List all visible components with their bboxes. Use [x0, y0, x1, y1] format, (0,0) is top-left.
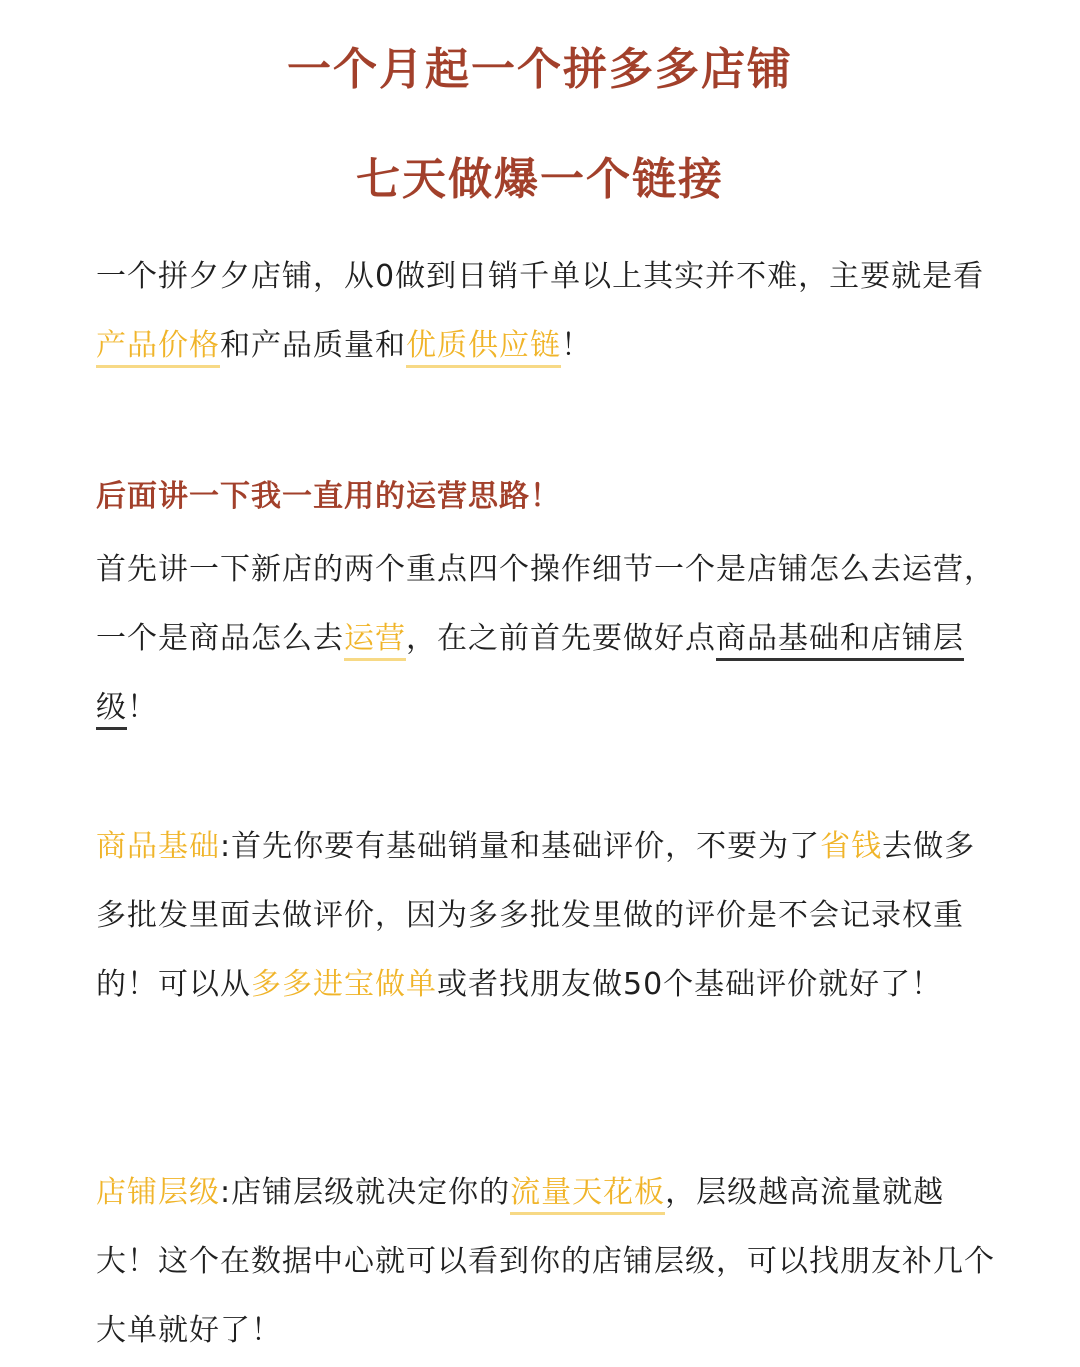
overview-text-3: ！ — [127, 690, 158, 725]
title-line-2: 七天做爆一个链接 — [356, 154, 724, 205]
intro-text-3: ！ — [561, 328, 592, 363]
intro-paragraph — [96, 242, 996, 380]
overview-text-1: 首先讲一下新店的两个重点四个操作细节一个是店铺怎么去运营，一个是商品怎么去 — [96, 552, 995, 656]
store-level-paragraph — [96, 1158, 996, 1365]
product-basis-text-3: 或者找朋友做50个基础评价就好了！ — [437, 967, 943, 1002]
underline-product-basis-store-level: 商品基础和店铺层级 — [96, 621, 964, 730]
intro-text-1: 一个拼夕夕店铺，从0做到日销千单以上其实并不难，主要就是看 — [96, 259, 985, 294]
intro-text-2: 和产品质量和 — [220, 328, 406, 363]
highlight-quality-supply-chain: 优质供应链 — [406, 328, 561, 368]
highlight-duoduo-jinbao: 多多进宝做单 — [251, 967, 437, 1002]
product-basis-text-1: :首先你要有基础销量和基础评价，不要为了 — [220, 829, 821, 864]
overview-paragraph — [96, 535, 996, 742]
store-level-label: 店铺层级 — [96, 1175, 220, 1210]
store-level-text-2: ，层级越高流量就越大！这个在数据中心就可以看到你的店铺层级，可以找朋友补几个大单就好了！ — [96, 1175, 995, 1348]
highlight-product-price: 产品价格 — [96, 328, 220, 368]
highlight-traffic-ceiling: 流量天花板 — [510, 1175, 665, 1215]
product-basis-paragraph — [96, 812, 996, 1019]
product-basis-text-2: 去做多多批发里面去做评价，因为多多批发里做的评价是不会记录权重的！可以从 — [96, 829, 976, 1002]
product-basis-label: 商品基础 — [96, 829, 220, 864]
store-level-text-1: :店铺层级就决定你的 — [220, 1175, 511, 1210]
overview-text-2: ，在之前首先要做好点 — [406, 621, 716, 656]
highlight-operation: 运营 — [344, 621, 406, 661]
title-line-1: 一个月起一个拼多多店铺 — [287, 44, 793, 95]
highlight-save-money: 省钱 — [820, 829, 883, 864]
section-heading: 后面讲一下我一直用的运营思路！ — [96, 479, 561, 514]
